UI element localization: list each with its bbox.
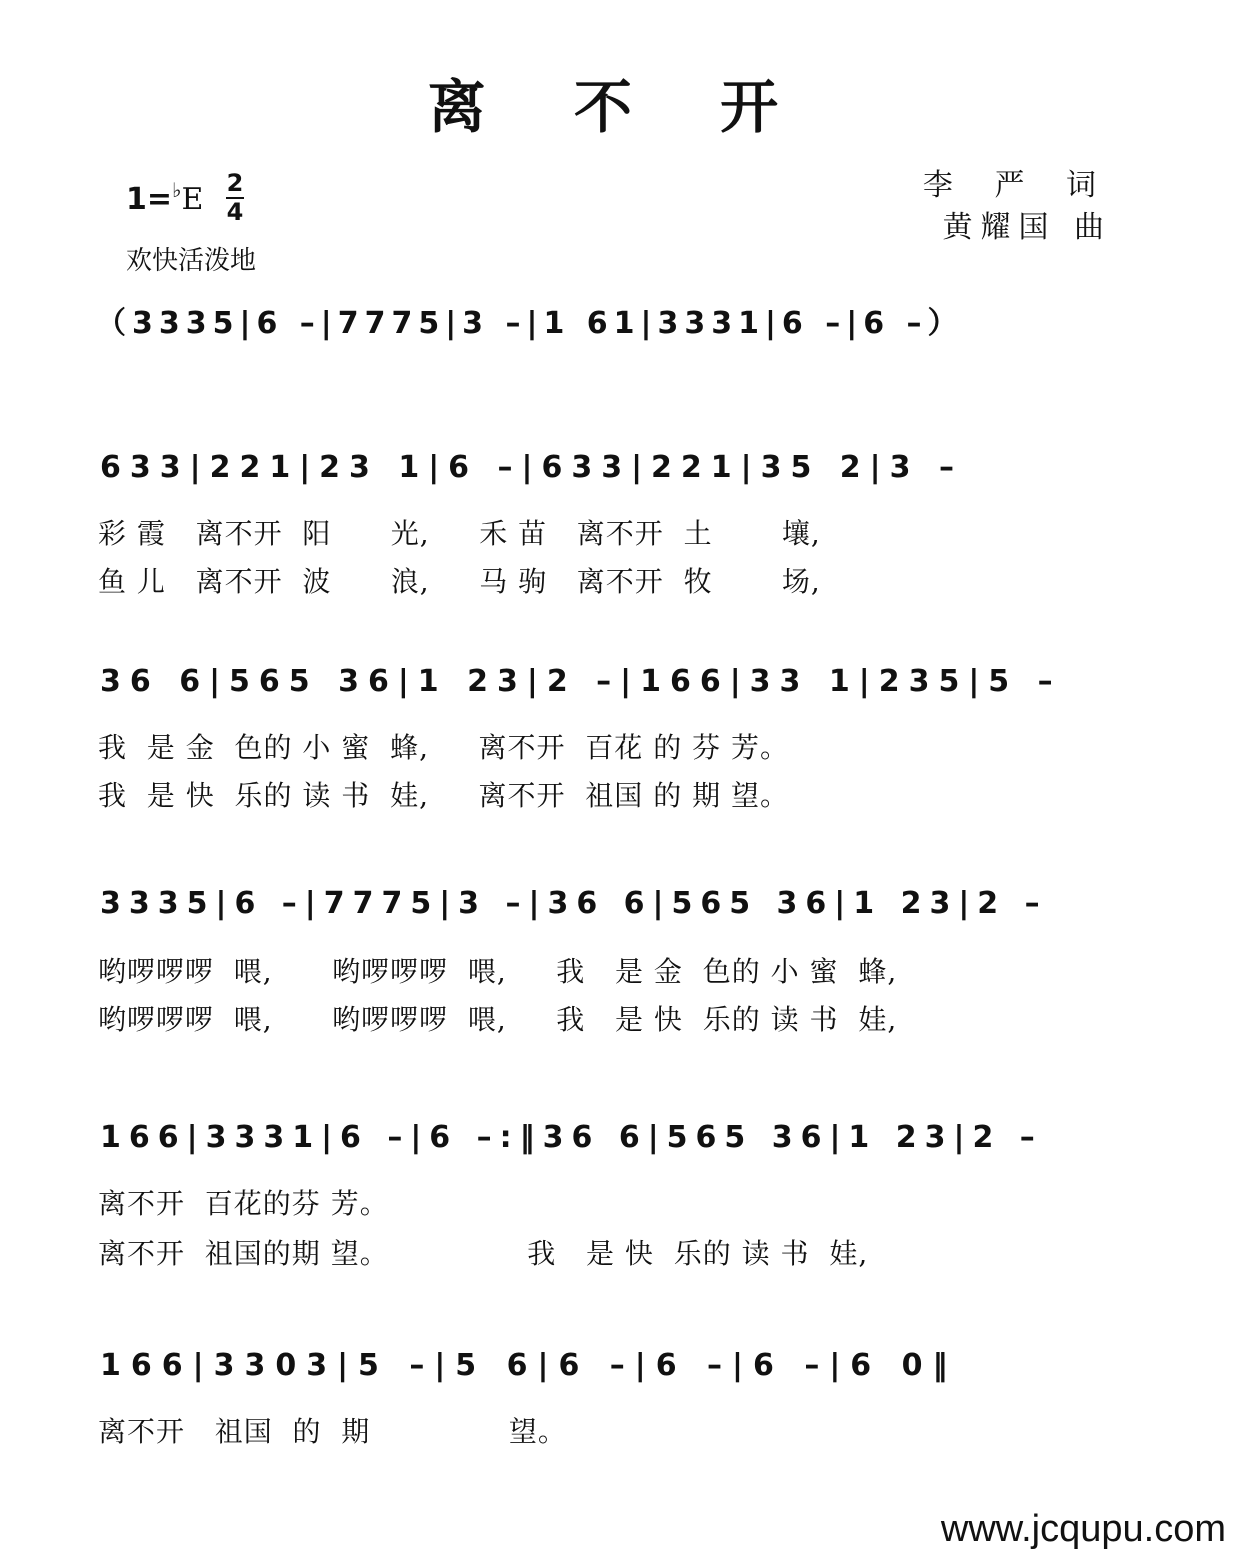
stave-6-lyric-1: 离不开 祖国 的 期 望。 bbox=[98, 1415, 567, 1448]
stave-5-lyric-2: 离不开 祖国的期 望。 我 是 快 乐的 读 书 娃, bbox=[98, 1237, 869, 1270]
composer-credit: 黄耀国 曲 bbox=[942, 210, 1112, 245]
stave-6-notes: 166|3303|5 –|5 6|6 –|6 –|6 –|6 0‖ bbox=[100, 1348, 958, 1383]
stave-3-notes: 36 6|565 36|1 23|2 –|166|33 1|235|5 – bbox=[100, 664, 1062, 699]
stave-4-notes: 3335|6 –|7775|3 –|36 6|565 36|1 23|2 – bbox=[100, 886, 1048, 921]
stave-5 bbox=[0, 1120, 1240, 1270]
stave-3-lyric-2: 我 是 快 乐的 读 书 娃, 离不开 祖国 的 期 望。 bbox=[98, 779, 790, 812]
song-title: 离 不 开 bbox=[427, 73, 813, 141]
key-signature bbox=[126, 178, 203, 217]
stave-6 bbox=[0, 1348, 1240, 1458]
stave-4 bbox=[0, 886, 1240, 1036]
key-note: E bbox=[181, 182, 204, 217]
stave-1-notes: （3335|6 –|7775|3 –|1 61|3331|6 –|6 –） bbox=[96, 306, 964, 341]
time-top: 2 bbox=[226, 169, 244, 197]
key-one: 1= bbox=[126, 182, 173, 217]
stave-3-lyric-1: 我 是 金 色的 小 蜜 蜂, 离不开 百花 的 芬 芳。 bbox=[98, 731, 790, 764]
stave-5-notes: 166|3331|6 –|6 –:‖36 6|565 36|1 23|2 – bbox=[100, 1120, 1043, 1155]
stave-2-notes: 633|221|23 1|6 –|633|221|35 2|3 – bbox=[100, 450, 963, 485]
tempo-marking: 欢快活泼地 bbox=[126, 246, 257, 276]
stave-2-lyric-2: 鱼 儿 离不开 波 浪, 马 驹 离不开 牧 场, bbox=[98, 565, 821, 598]
stave-3 bbox=[0, 664, 1240, 814]
time-bottom: 4 bbox=[226, 198, 244, 226]
stave-4-lyric-2: 哟啰啰啰 喂, 哟啰啰啰 喂, 我 是 快 乐的 读 书 娃, bbox=[98, 1003, 898, 1036]
stave-4-lyric-1: 哟啰啰啰 喂, 哟啰啰啰 喂, 我 是 金 色的 小 蜜 蜂, bbox=[98, 955, 898, 988]
stave-2 bbox=[0, 450, 1240, 600]
stave-2-lyric-1: 彩 霞 离不开 阳 光, 禾 苗 离不开 土 壤, bbox=[98, 517, 821, 550]
watermark-url[interactable]: www.jcqupu.com bbox=[940, 1508, 1226, 1550]
lyricist-credit: 李 严 词 bbox=[922, 168, 1112, 203]
flat-sign: ♭ bbox=[172, 178, 182, 202]
stave-5-lyric-1: 离不开 百花的芬 芳。 bbox=[98, 1187, 389, 1220]
stave-1 bbox=[0, 290, 1240, 350]
time-signature bbox=[224, 170, 246, 226]
